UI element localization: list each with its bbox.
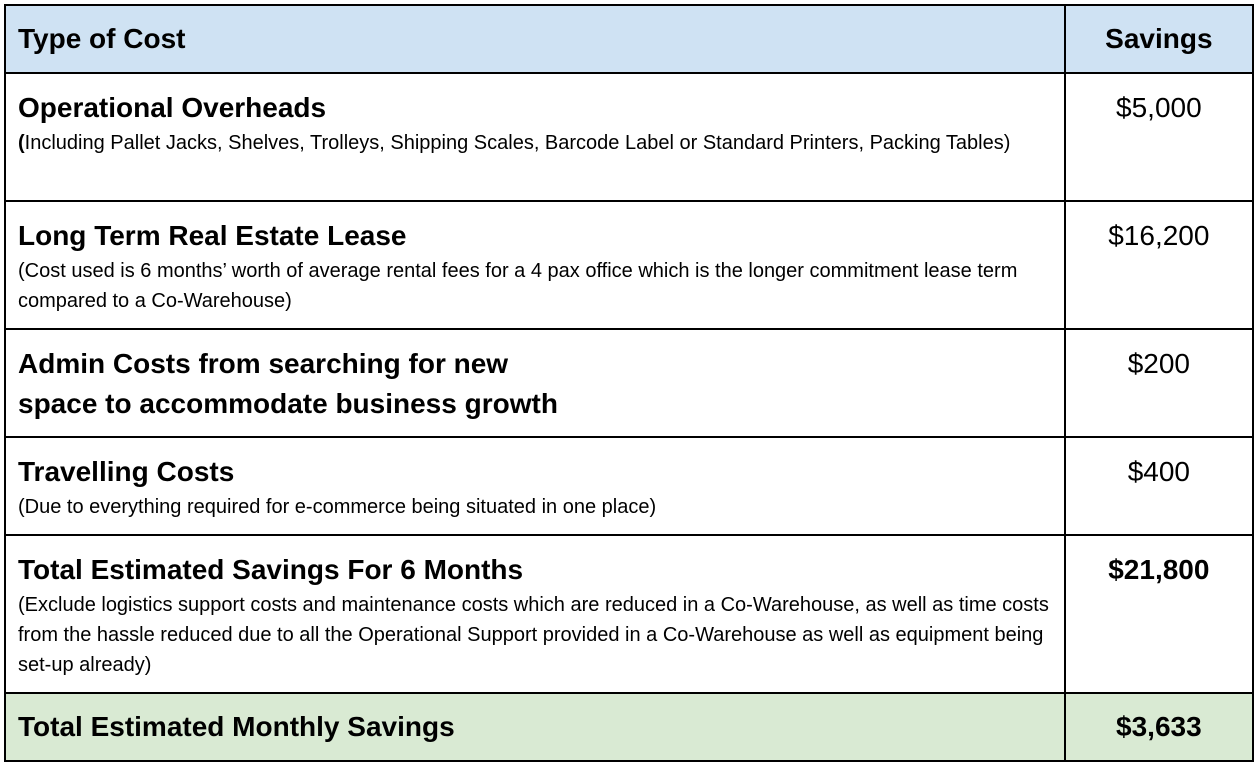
cost-type-cell bbox=[5, 201, 1065, 329]
total-monthly-row bbox=[5, 693, 1253, 761]
cost-description: (Cost used is 6 months’ worth of average rental fees for a 4 pax office which is the longer commitment lease term compared to a Co-Warehouse) bbox=[18, 260, 1018, 312]
cost-description-text: Including Pallet Jacks, Shelves, Trolleys, Shipping Scales, Barcode Label or Standard Printers, Packing Tables) bbox=[24, 132, 1011, 154]
cost-title: Operational Overheads bbox=[18, 92, 327, 123]
cost-title: Travelling Costs bbox=[18, 456, 235, 487]
cost-title: Total Estimated Monthly Savings bbox=[18, 711, 455, 742]
table-row bbox=[5, 201, 1253, 329]
savings-table bbox=[4, 4, 1254, 762]
table-row bbox=[5, 329, 1253, 437]
table-row bbox=[5, 535, 1253, 693]
cost-type-cell bbox=[5, 535, 1065, 693]
cost-description-open-paren: ( bbox=[18, 132, 25, 154]
cost-type-cell bbox=[5, 693, 1065, 761]
cost-title-line-1: Admin Costs from searching for new bbox=[18, 348, 509, 379]
savings-cell: $3,633 bbox=[1065, 693, 1253, 761]
savings-cell: $5,000 bbox=[1065, 73, 1253, 201]
header-type-of-cost: Type of Cost bbox=[5, 5, 1065, 73]
cost-type-cell bbox=[5, 73, 1065, 201]
cost-title-line-2: space to accommodate business growth bbox=[18, 388, 558, 419]
header-savings: Savings bbox=[1065, 5, 1253, 73]
cost-description bbox=[18, 128, 1052, 158]
table-row bbox=[5, 73, 1253, 201]
cost-type-cell bbox=[5, 437, 1065, 535]
cost-title: Long Term Real Estate Lease bbox=[18, 220, 407, 251]
savings-cell: $16,200 bbox=[1065, 201, 1253, 329]
table-header-row bbox=[5, 5, 1253, 73]
cost-title: Total Estimated Savings For 6 Months bbox=[18, 554, 524, 585]
savings-cell: $21,800 bbox=[1065, 535, 1253, 693]
savings-cell: $400 bbox=[1065, 437, 1253, 535]
table-row bbox=[5, 437, 1253, 535]
savings-cell: $200 bbox=[1065, 329, 1253, 437]
cost-type-cell bbox=[5, 329, 1065, 437]
cost-description: (Due to everything required for e-commerce being situated in one place) bbox=[18, 496, 657, 518]
cost-description: (Exclude logistics support costs and maintenance costs which are reduced in a Co-Warehouse, as well as time costs from the hassle reduced due to all the Operational Support provided in a Co-Warehouse as well as equipment being set-up already) bbox=[18, 594, 1049, 676]
